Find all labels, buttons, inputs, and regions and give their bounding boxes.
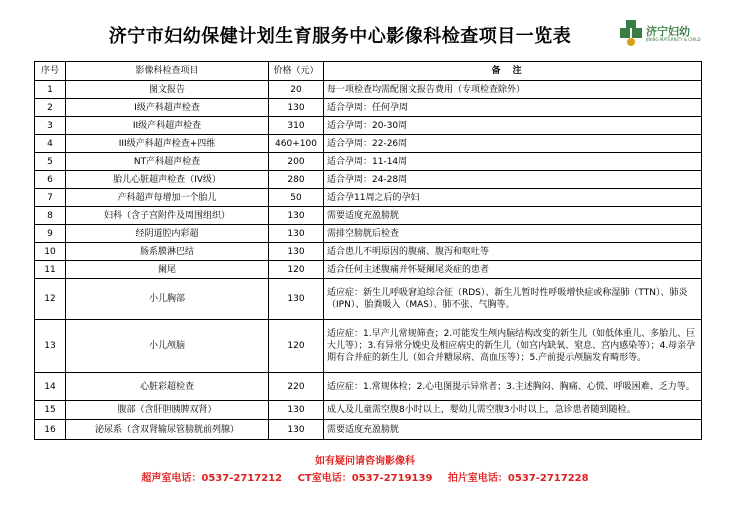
logo-name: 济宁妇幼 [646,25,690,38]
row-no: 13 [35,320,66,373]
ultrasound-phone: 超声室电话：0537-2717212 [141,473,283,484]
table-row [35,153,702,171]
header-note: 备注 [324,62,702,81]
row-no: 4 [35,135,66,153]
row-price: 220 [269,373,324,401]
row-price: 130 [269,225,324,243]
row-no: 1 [35,81,66,99]
row-price: 130 [269,207,324,225]
row-no: 16 [35,420,66,440]
row-item: I级产科超声检查 [66,99,269,117]
row-note: 适应症：1.常规体检；2.心电图提示异常者；3.主述胸闷、胸痛、心慌、呼吸困难、乏力等。 [324,373,702,401]
logo-subtitle: JINING MATERNITY & CHILD [646,37,701,42]
row-note: 适合孕周：24-28周 [324,171,702,189]
row-item: 阑尾 [66,261,269,279]
row-no: 14 [35,373,66,401]
table-row [35,420,702,440]
hospital-logo [618,18,708,54]
page-title: 济宁市妇幼保健计划生育服务中心影像科检查项目一览表 [108,26,572,47]
row-item: 小儿胸部 [66,279,269,320]
row-note: 每一项检查均需配图文报告费用（专项检查除外） [324,81,702,99]
row-item: 产科超声每增加一个胎儿 [66,189,269,207]
row-no: 6 [35,171,66,189]
row-note: 适合患儿不明原因的腹痛、腹泻和呕吐等 [324,243,702,261]
footer-phones [0,469,730,484]
row-price: 200 [269,153,324,171]
row-price: 280 [269,171,324,189]
table-row [35,99,702,117]
row-no: 8 [35,207,66,225]
row-no: 7 [35,189,66,207]
row-note: 适应症：1.早产儿常规筛查；2.可能发生颅内脑结构改变的新生儿（如低体重儿、多胎儿、巨大儿等）；3.有异常分娩史及相应病史的新生儿（如宫内缺氧、窒息、宫内感染等）；4.母亲孕期有合并症的新生儿（如合并糖尿病、高血压等）；5.产前提示颅脑发育畸形等。 [324,320,702,373]
table-row [35,207,702,225]
row-price: 130 [269,99,324,117]
row-no: 10 [35,243,66,261]
xray-phone: 拍片室电话：0537-2717228 [447,473,589,484]
table-row [35,401,702,420]
row-item: 腹部（含肝胆胰脾双肾） [66,401,269,420]
row-price: 20 [269,81,324,99]
row-no: 2 [35,99,66,117]
row-item: 图文报告 [66,81,269,99]
row-no: 5 [35,153,66,171]
header-no: 序号 [35,62,66,81]
row-no: 11 [35,261,66,279]
row-price: 130 [269,279,324,320]
table-row [35,261,702,279]
row-price: 310 [269,117,324,135]
table-row [35,117,702,135]
row-note: 适合任何主述腹痛并怀疑阑尾炎症的患者 [324,261,702,279]
row-price: 460+100 [269,135,324,153]
row-item: 小儿颅脑 [66,320,269,373]
header-item: 影像科检查项目 [66,62,269,81]
logo-icon [618,18,644,48]
row-price: 130 [269,243,324,261]
table-header-row [35,62,702,81]
row-price: 120 [269,320,324,373]
row-no: 15 [35,401,66,420]
row-item: 经阴道腔内彩超 [66,225,269,243]
table-row [35,279,702,320]
row-note: 成人及儿童需空腹8小时以上，婴幼儿需空腹3小时以上，急诊患者随到随检。 [324,401,702,420]
table-row [35,320,702,373]
row-note: 适合孕周：任何孕周 [324,99,702,117]
exam-items-table [34,61,702,440]
row-note: 需要适度充盈膀胱 [324,420,702,440]
table-row [35,243,702,261]
row-item: 胎儿心脏超声检查（IV级） [66,171,269,189]
row-item: 妇科（含子宫附件及周围组织） [66,207,269,225]
row-note: 适合孕11周之后的孕妇 [324,189,702,207]
row-note: 需排空膀胱后检查 [324,225,702,243]
ct-phone: CT室电话：0537-2719139 [297,473,433,484]
row-item: II级产科超声检查 [66,117,269,135]
row-no: 9 [35,225,66,243]
row-no: 3 [35,117,66,135]
row-note: 适合孕周：20-30周 [324,117,702,135]
row-item: 心脏彩超检查 [66,373,269,401]
row-note: 适合孕周：22-26周 [324,135,702,153]
row-note: 适应症：新生儿呼吸窘迫综合征（RDS）、新生儿暂时性呼吸增快症或称湿肺（TTN）、肺炎（IPN）、胎粪吸入（MAS）、肺不张、气胸等。 [324,279,702,320]
footer-consult-note: 如有疑问请咨询影像科 [315,456,415,467]
row-price: 130 [269,401,324,420]
row-item: 肠系膜淋巴结 [66,243,269,261]
table-row [35,189,702,207]
row-item: NT产科超声检查 [66,153,269,171]
table-row [35,135,702,153]
row-price: 50 [269,189,324,207]
row-note: 需要适度充盈膀胱 [324,207,702,225]
row-item: III级产科超声检查+四维 [66,135,269,153]
table-row [35,81,702,99]
row-item: 泌尿系（含双肾输尿管膀胱前列腺） [66,420,269,440]
table-row [35,171,702,189]
table-row [35,225,702,243]
row-price: 120 [269,261,324,279]
header-price: 价格（元） [269,62,324,81]
row-price: 130 [269,420,324,440]
row-note: 适合孕周：11-14周 [324,153,702,171]
table-row [35,373,702,401]
row-no: 12 [35,279,66,320]
